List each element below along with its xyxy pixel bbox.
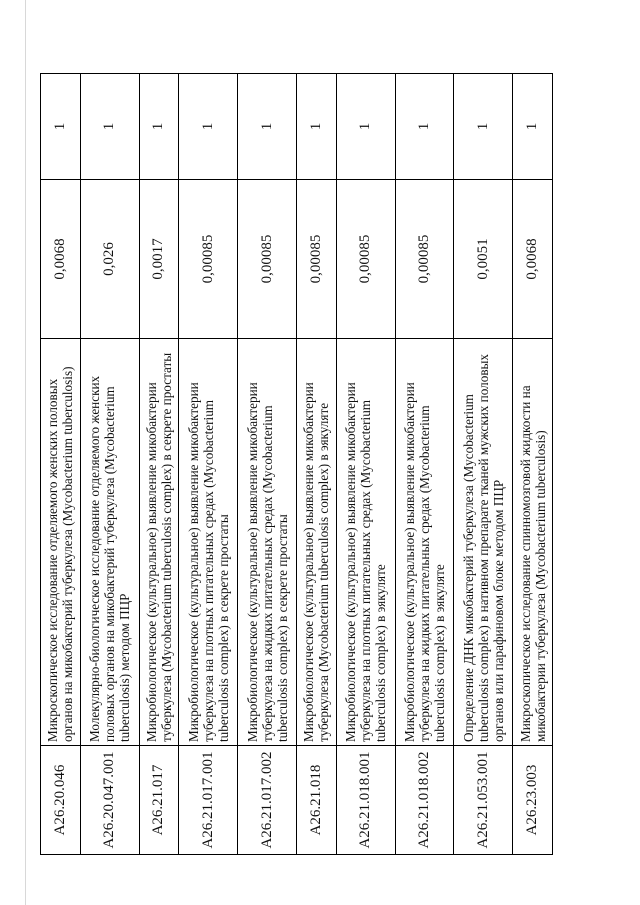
frequency-value: 0,00085 (296, 180, 336, 339)
multiplicity-value: 1 (238, 74, 297, 180)
frequency-value: 0,0068 (41, 180, 81, 339)
multiplicity-value: 1 (513, 74, 553, 180)
service-code: A26.21.017 (139, 746, 179, 855)
table-row (513, 74, 553, 855)
table-row (336, 74, 395, 855)
multiplicity-value: 1 (454, 74, 513, 180)
table-row (296, 74, 336, 855)
services-table-body (41, 74, 553, 855)
scan-edge-line (0, 0, 26, 905)
service-code: A26.21.018 (296, 746, 336, 855)
service-code: A26.21.053.001 (454, 746, 513, 855)
service-code: A26.20.046 (41, 746, 81, 855)
services-table (40, 73, 553, 855)
service-name: Микробиологическое (культуральное) выявление микобактерии туберкулеза на плотных питательных средах (Mycobacterium tuberculosis complex) в секрете простаты (179, 339, 238, 746)
service-name: Микроскопическое исследование спинномозговой жидкости на микобактерии туберкулеза (Mycobacterium tuberculosis) (513, 339, 553, 746)
service-code: A26.21.017.001 (179, 746, 238, 855)
frequency-value: 0,0017 (139, 180, 179, 339)
multiplicity-value: 1 (139, 74, 179, 180)
service-name: Микробиологическое (культуральное) выявление микобактерии туберкулеза на плотных питательных средах (Mycobacterium tuberculosis complex) в эякуляте (336, 339, 395, 746)
multiplicity-value: 1 (41, 74, 81, 180)
multiplicity-value: 1 (296, 74, 336, 180)
frequency-value: 0,026 (80, 180, 139, 339)
multiplicity-value: 1 (336, 74, 395, 180)
table-row (139, 74, 179, 855)
multiplicity-value: 1 (395, 74, 454, 180)
service-name: Микробиологическое (культуральное) выявление микобактерии туберкулеза (Mycobacterium tuberculosis complex) в секрете простаты (139, 339, 179, 746)
service-name: Молекулярно-биологическое исследование отделяемого женских половых органов на микобактерий туберкулеза (Mycobacterium tuberculosis) методом ПЦР (80, 339, 139, 746)
service-name: Микробиологическое (культуральное) выявление микобактерии туберкулеза на жидких питательных средах (Mycobacterium tuberculosis complex) в секрете простаты (238, 339, 297, 746)
service-name: Микробиологическое (культуральное) выявление микобактерии туберкулеза (Mycobacterium tuberculosis complex) в эякуляте (296, 339, 336, 746)
service-name: Микробиологическое (культуральное) выявление микобактерии туберкулеза на жидких питательных средах (Mycobacterium tuberculosis complex) в эякуляте (395, 339, 454, 746)
service-code: A26.20.047.001 (80, 746, 139, 855)
service-code: A26.23.003 (513, 746, 553, 855)
multiplicity-value: 1 (179, 74, 238, 180)
table-row (454, 74, 513, 855)
frequency-value: 0,0068 (513, 180, 553, 339)
table-row (80, 74, 139, 855)
frequency-value: 0,00085 (179, 180, 238, 339)
service-code: A26.21.017.002 (238, 746, 297, 855)
frequency-value: 0,0051 (454, 180, 513, 339)
table-row (238, 74, 297, 855)
multiplicity-value: 1 (80, 74, 139, 180)
service-name: Микроскопическое исследование отделяемого женских половых органов на микобактерий туберкулеза (Mycobacterium tuberculosis) (41, 339, 81, 746)
frequency-value: 0,00085 (238, 180, 297, 339)
rotated-page (40, 73, 553, 855)
table-row (179, 74, 238, 855)
service-code: A26.21.018.001 (336, 746, 395, 855)
table-row (41, 74, 81, 855)
frequency-value: 0,00085 (395, 180, 454, 339)
frequency-value: 0,00085 (336, 180, 395, 339)
table-row (395, 74, 454, 855)
service-code: A26.21.018.002 (395, 746, 454, 855)
service-name: Определение ДНК микобактерий туберкулеза (Mycobacterium tuberculosis complex) в нативном препарате тканей мужских половых органов или парафиновом блоке методом ПЦР (454, 339, 513, 746)
